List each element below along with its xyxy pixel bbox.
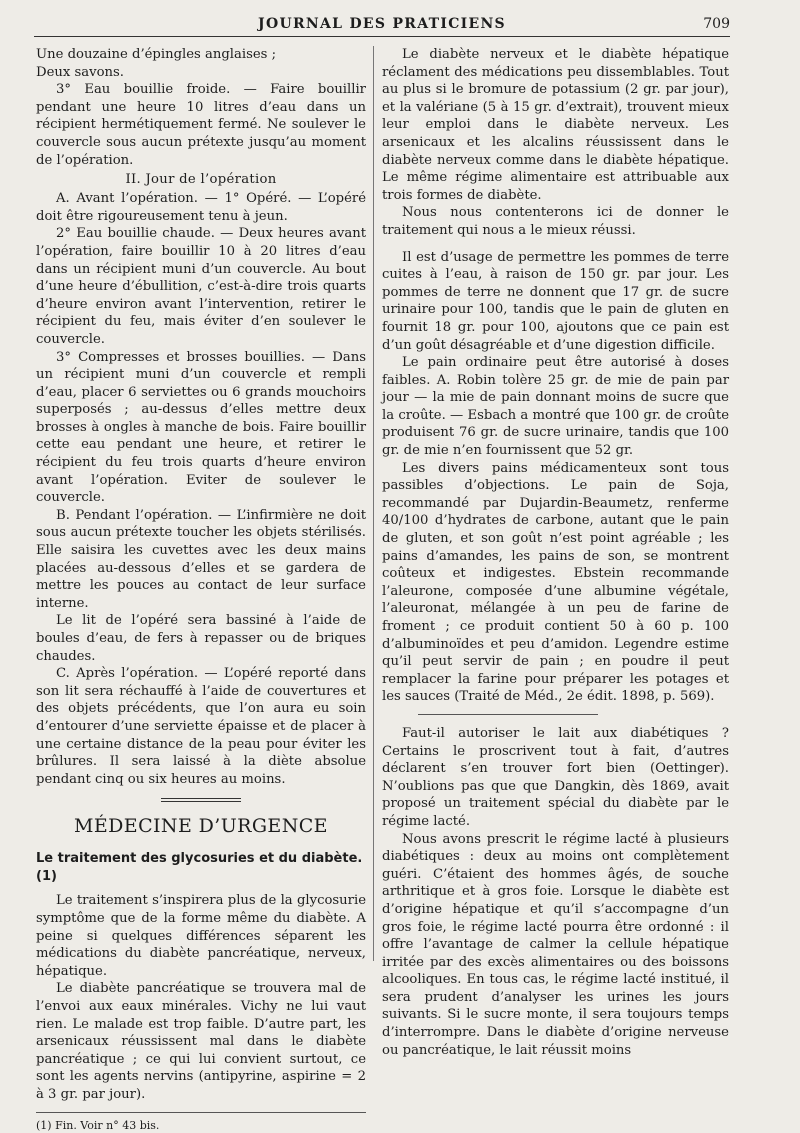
paragraph-after-operation: C. Après l’opération. — L’opéré reporté dans son lit sera réchauffé à l’aide de couvertures et des objets précédents, que l’on aura eu soin d’entourer d’une serviette épaisse et de placer à une certaine distance de la peau pour éviter les brûlures. Il sera laissé à la diète absolue pendant cinq ou six heures au moins. xyxy=(36,666,366,787)
paragraph-cold-boiled-water: 3° Eau bouillie froide. — Faire bouillir pendant une heure 10 litres d’eau dans un récipient hermétiquement fermé. Ne soulever le couvercle sous aucun prétexte jusqu’au moment de l’opération. xyxy=(36,82,366,168)
main-heading: MÉDECINE D’URGENCE xyxy=(74,815,328,838)
left-column xyxy=(36,46,366,1133)
paragraph-milk: Faut-il autoriser le lait aux diabétiques ? Certains le proscrivent tout à fait, d’autres déclarent s’en trouver fort bien (Oettinger). N’oublions pas que que Dangkin, dès 1869, avait proposé un traitement spécial du diabète par le régime lacté. xyxy=(382,725,729,829)
footnote-rule xyxy=(36,1112,366,1113)
paragraph-before-operation: A. Avant l’opération. — 1° Opéré. — L’opéré doit être rigoureusement tenu à jeun. xyxy=(36,191,366,224)
right-column xyxy=(382,46,729,1059)
paragraph-bread: Le pain ordinaire peut être autorisé à doses faibles. A. Robin tolère 25 gr. de mie de pain par jour — la mie de pain donnant moins de sucre que la croûte. — Esbach a montré que 100 gr. de croûte produisent 76 gr. de sucre urinaire, tandis que 100 gr. de mie n’en fournissent que 52 gr. xyxy=(382,355,729,459)
footnote: (1) Fin. Voir n° 43 bis. xyxy=(36,1119,160,1133)
paragraph-treatment: Le traitement s’inspirera plus de la glycosurie symptôme que de la forme même du diabète. A peine si quelques différences séparent les médications du diabète pancréatique, nerveux, hépatique. xyxy=(36,893,366,979)
paragraph-potatoes: Il est d’usage de permettre les pommes de terre cuites à l’eau, à raison de 150 gr. par jour. Les pommes de terre ne donnent que 17 gr. de sucre urinaire pour 100, tandis que le pain de gluten en fournit 18 gr. pour 100, ajoutons que ce pain est d’un goût désagréable et d’une digestion difficile. xyxy=(382,249,729,353)
page-number: 709 xyxy=(703,16,730,32)
journal-title: JOURNAL DES PRATICIENS xyxy=(258,16,506,32)
paragraph-medicated-breads: Les divers pains médicamenteux sont tous passibles d’objections. Le pain de Soja, recommandé par Dujardin-Beaumetz, renferme 40/100 d’hydrates de carbone, autant que le pain de gluten, et son goût n’est point agréable ; les pains d’amandes, les pains de son, se montrent coûteux et indigestes. Ebstein recommande l’aleurone, composée d’une albumine végétale, l’aleuronat, mélangée à un peu de farine de froment ; ce produit contient 50 à 60 p. 100 d’albuminoïdes et peu d’amidon. Legendre estime qu’il peut servir de pain ; en poudre il peut remplacer la farine pour préparer les potages et les sauces (Traité de Méd., 2e édit. 1898, p. 569). xyxy=(382,460,729,705)
paragraph-compresses: 3° Compresses et brosses bouillies. — Dans un récipient muni d’un couvercle et rempli d’eau, placer 6 serviettes ou 6 grands mouchoirs superposés ; au-dessus d’elles mettre deux brosses à ongles à manche de bois. Faire bouillir cette eau pendant une heure, et retirer le récipient du feu trois quarts d’heure environ avant l’opération. Eviter de soulever le couvercle. xyxy=(36,349,366,506)
section-separator xyxy=(161,798,241,802)
paragraph-pancreatic: Le diabète pancréatique se trouvera mal de l’envoi aux eaux minérales. Vichy ne lui vaut rien. Le malade est trop faible. D’autre part, les arsenicaux réussissent mal dans le diabète pancréatique ; ce qui lui convient surtout, ce sont les agents nervins (antipyrine, aspirine = 2 à 3 gr. par jour). xyxy=(36,981,366,1102)
paragraph-nervous-diabetes: Le diabète nerveux et le diabète hépatique réclament des médications peu dissemblables. Tout au plus si le bromure de potassium (2 gr. par jour), et la valériane (5 à 15 gr. d’extrait), trouvent mieux leur emploi dans le diabète nerveux. Les arsenicaux et les alcalins réussissent dans le diabète nerveux comme dans le diabète hépatique. Le même régime alimentaire est attribuable aux trois formes de diabète. xyxy=(382,47,729,203)
paragraph-hot-boiled-water: 2° Eau bouillie chaude. — Deux heures avant l’opération, faire bouillir 10 à 20 litres d’eau dans un récipient muni d’un couvercle. Au bout d’une heure d’ébullition, c’est-à-dire trois quarts d’heure environ avant l’intervention, retirer le récipient du feu, mais éviter d’en soulever le couvercle. xyxy=(36,226,366,347)
paragraph-bed: Le lit de l’opéré sera bassiné à l’aide de boules d’eau, de fers à repasser ou de briques chaudes. xyxy=(36,613,366,664)
paragraph-milk-diet: Nous avons prescrit le régime lacté à plusieurs diabétiques : deux au moins ont complètement guéri. C’étaient des hommes âgés, de souche arthritique et à gros foie. Lorsque le diabète est d’origine hépatique et qu’il s’accompagne d’un gros foie, le régime lacté pourra être ordonné : il offre l’avantage de calmer la cellule hépatique irritée par des excès alimentaires ou des boissons alcooliques. En tous cas, le régime lacté institué, il sera prudent d’analyser les urines les jours suivants. Si le sucre monte, il sera toujours temps d’interrompre. Dans le diabète d’origine nerveuse ou pancréatique, le lait réussit moins xyxy=(382,831,729,1058)
paragraph-during-operation: B. Pendant l’opération. — L’infirmière ne doit sous aucun prétexte toucher les objets stérilisés. Elle saisira les cuvettes avec les deux mains placées au-dessous d’elles et se gardera de mettre les pouces au contact de leur surface interne. xyxy=(36,507,366,611)
column-divider xyxy=(373,46,374,961)
paragraph-separator xyxy=(418,714,598,715)
list-line-soaps: Deux savons. xyxy=(36,64,124,80)
paragraph-treatment-intro: Nous nous contenterons ici de donner le traitement qui nous a le mieux réussi. xyxy=(382,205,729,238)
section-heading: II. Jour de l’opération xyxy=(125,172,277,188)
running-header xyxy=(34,8,730,37)
list-line-pins: Une douzaine d’épingles anglaises ; xyxy=(36,47,277,62)
article-subheading: Le traitement des glycosuries et du diabète. (1) xyxy=(36,851,363,885)
